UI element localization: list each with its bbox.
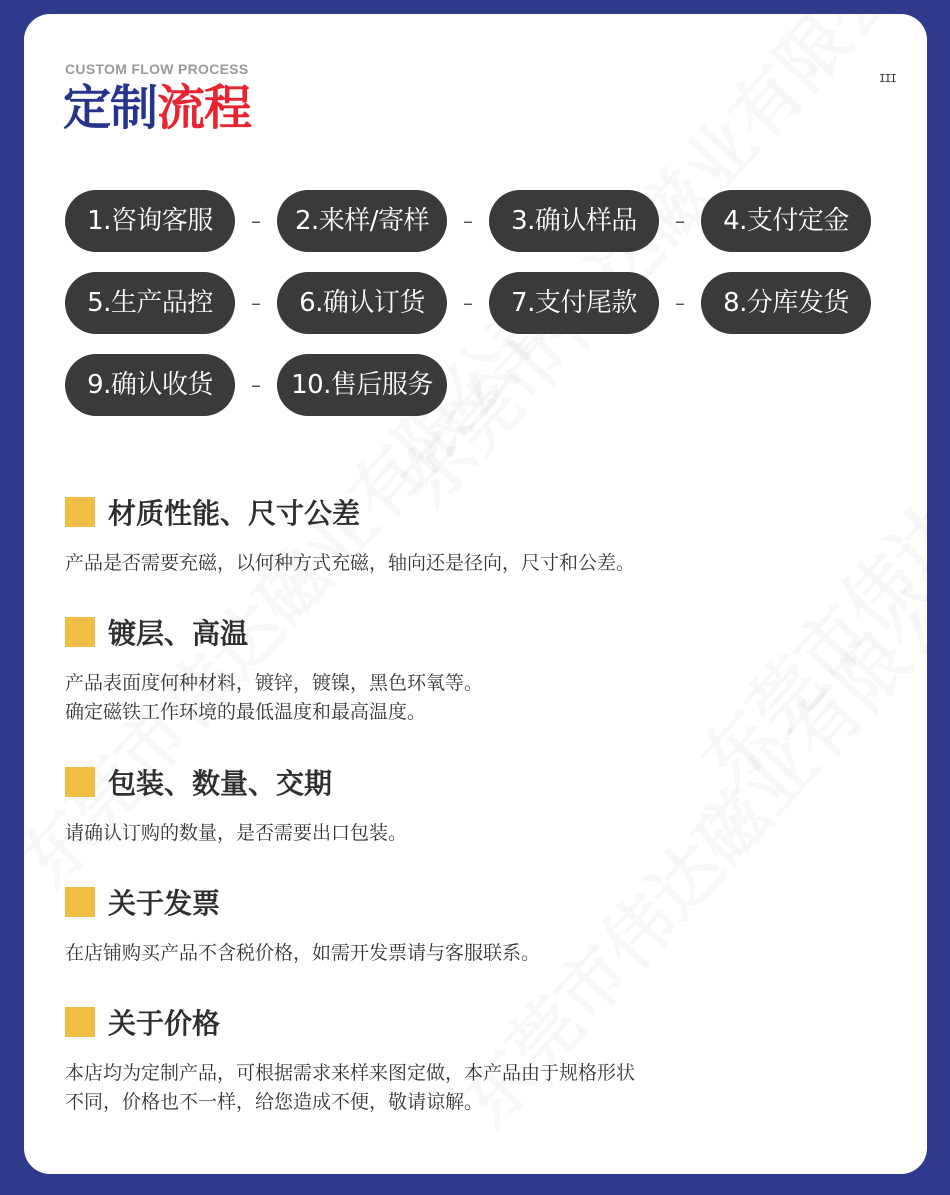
section-title: 镀层、高温	[108, 617, 249, 650]
section-title: 关于发票	[108, 887, 221, 920]
step-separator: –	[675, 291, 685, 315]
section-text	[65, 549, 635, 578]
section-line: 在店铺购买产品不含税价格，如需开发票请与客服联系。	[65, 942, 541, 964]
step-pill: 9.确认收货	[65, 354, 235, 416]
step-separator: –	[251, 373, 261, 397]
step-separator: –	[463, 291, 473, 315]
step-pill: 10.售后服务	[277, 354, 447, 416]
section-invoice	[65, 882, 540, 968]
step-pill: 1.咨询客服	[65, 190, 235, 252]
section-text	[65, 1059, 635, 1117]
step-separator: –	[251, 291, 261, 315]
section-text	[65, 819, 407, 848]
steps-row-2	[65, 272, 887, 334]
section-line: 确定磁铁工作环境的最低温度和最高温度。	[65, 701, 427, 723]
section-marker	[65, 497, 95, 527]
section-coating	[65, 612, 483, 727]
section-line: 本店均为定制产品，可根据需求来样来图定做，本产品由于规格形状	[65, 1062, 636, 1084]
corner-mark: III	[879, 72, 896, 85]
title-part-1: 定制	[63, 80, 158, 136]
section-line: 产品是否需要充磁，以何种方式充磁，轴向还是径向，尺寸和公差。	[65, 552, 636, 574]
page-subtitle: CUSTOM FLOW PROCESS	[65, 61, 249, 77]
section-marker	[65, 617, 95, 647]
section-marker	[65, 1007, 95, 1037]
title-part-2: 流程	[157, 80, 252, 136]
section-marker	[65, 887, 95, 917]
step-pill: 2.来样/寄样	[277, 190, 447, 252]
section-title: 材质性能、尺寸公差	[108, 497, 361, 530]
section-text	[65, 669, 483, 727]
step-pill: 7.支付尾款	[489, 272, 659, 334]
step-separator: –	[675, 209, 685, 233]
steps-row-1	[65, 190, 887, 252]
page-title	[63, 78, 251, 138]
step-pill: 3.确认样品	[489, 190, 659, 252]
section-price	[65, 1002, 635, 1117]
section-text	[65, 939, 540, 968]
section-line: 请确认订购的数量，是否需要出口包装。	[65, 822, 408, 844]
section-line: 不同，价格也不一样，给您造成不便，敬请谅解。	[65, 1091, 484, 1113]
section-line: 产品表面度何种材料，镀锌，镀镍，黑色环氧等。	[65, 672, 484, 694]
step-separator: –	[463, 209, 473, 233]
section-title: 关于价格	[108, 1007, 221, 1040]
step-pill: 4.支付定金	[701, 190, 871, 252]
section-packaging	[65, 762, 407, 848]
steps-row-3	[65, 354, 887, 416]
step-pill: 5.生产品控	[65, 272, 235, 334]
step-separator: –	[251, 209, 261, 233]
section-marker	[65, 767, 95, 797]
section-material	[65, 492, 635, 578]
content-card	[24, 14, 927, 1174]
section-title: 包装、数量、交期	[108, 767, 333, 800]
process-steps	[65, 190, 887, 436]
step-pill: 8.分库发货	[701, 272, 871, 334]
step-pill: 6.确认订货	[277, 272, 447, 334]
